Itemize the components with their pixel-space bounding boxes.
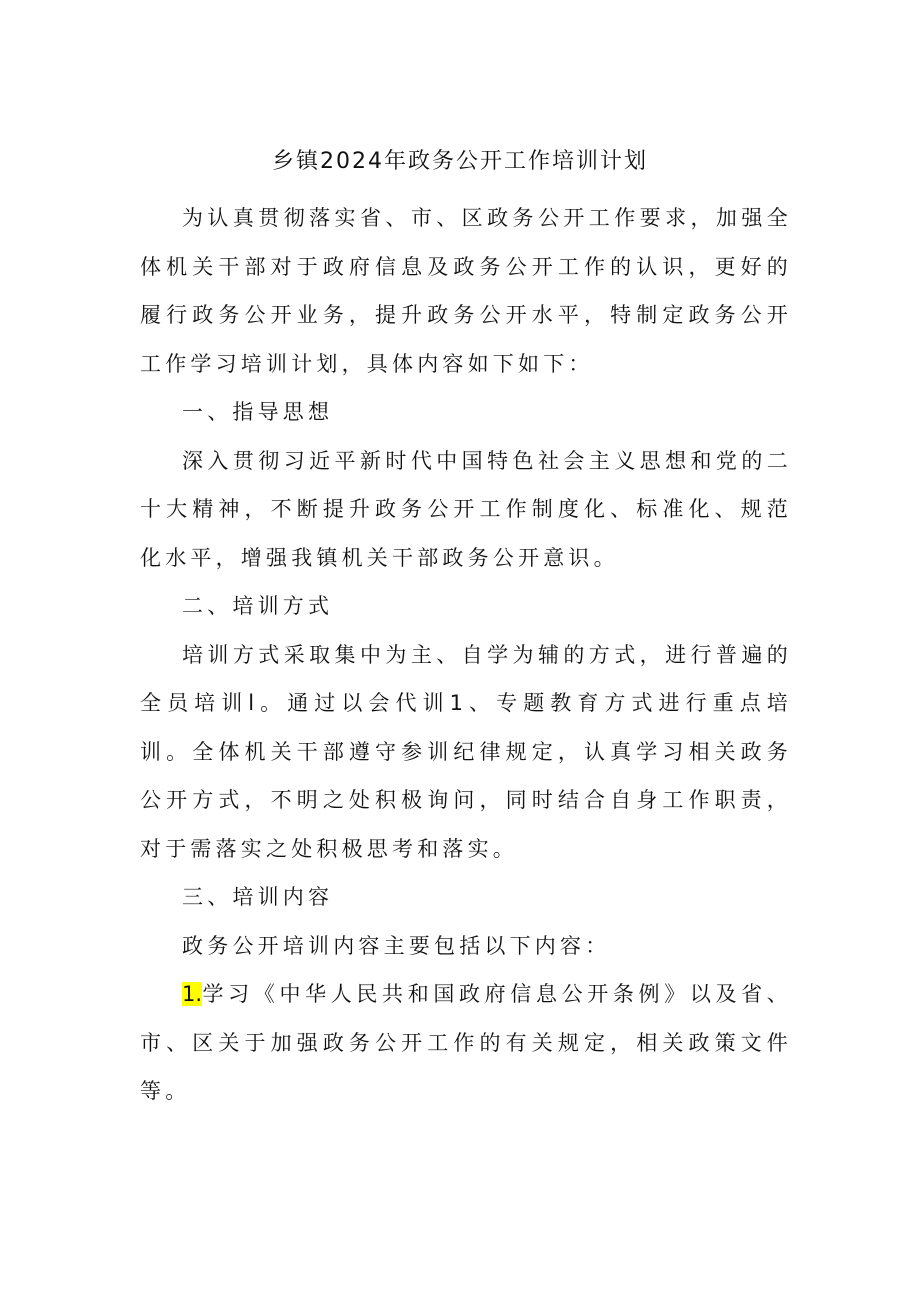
document-body <box>140 194 792 1116</box>
highlighted-item-number: 1. <box>182 982 203 1006</box>
section-text-training-content: 政务公开培训内容主要包括以下内容： <box>182 933 611 958</box>
section-heading-guiding-ideology: 一、指导思想 <box>182 400 334 424</box>
section-text-training-method: 培训方式采取集中为主、自学为辅的方式，进行普遍的全员培训l。通过以会代训1、专题教育方式进行重点培训。全体机关干部遵守参训纪律规定，认真学习相关政务公开方式，不明之处积极询问，同时结合自身工作职责，对于需落实之处积极思考和落实。 <box>140 642 792 861</box>
section-text-guiding-ideology: 深入贯彻习近平新时代中国特色社会主义思想和党的二十大精神，不断提升政务公开工作制度化、标准化、规范化水平，增强我镇机关干部政务公开意识。 <box>140 448 792 570</box>
document-title: 乡镇2024年政务公开工作培训计划 <box>272 149 648 174</box>
list-item-1 <box>140 970 792 1116</box>
intro-paragraph: 为认真贯彻落实省、市、区政务公开工作要求，加强全体机关干部对于政府信息及政务公开工作的认识，更好的履行政务公开业务，提升政务公开水平，特制定政务公开工作学习培训计划，具体内容如下如下： <box>140 206 792 376</box>
section-heading-training-content: 三、培训内容 <box>182 885 334 909</box>
list-item-1-text: 学习《中华人民共和国政府信息公开条例》以及省、市、区关于加强政务公开工作的有关规定，相关政策文件等。 <box>140 982 792 1103</box>
section-heading-training-method: 二、培训方式 <box>182 594 334 618</box>
